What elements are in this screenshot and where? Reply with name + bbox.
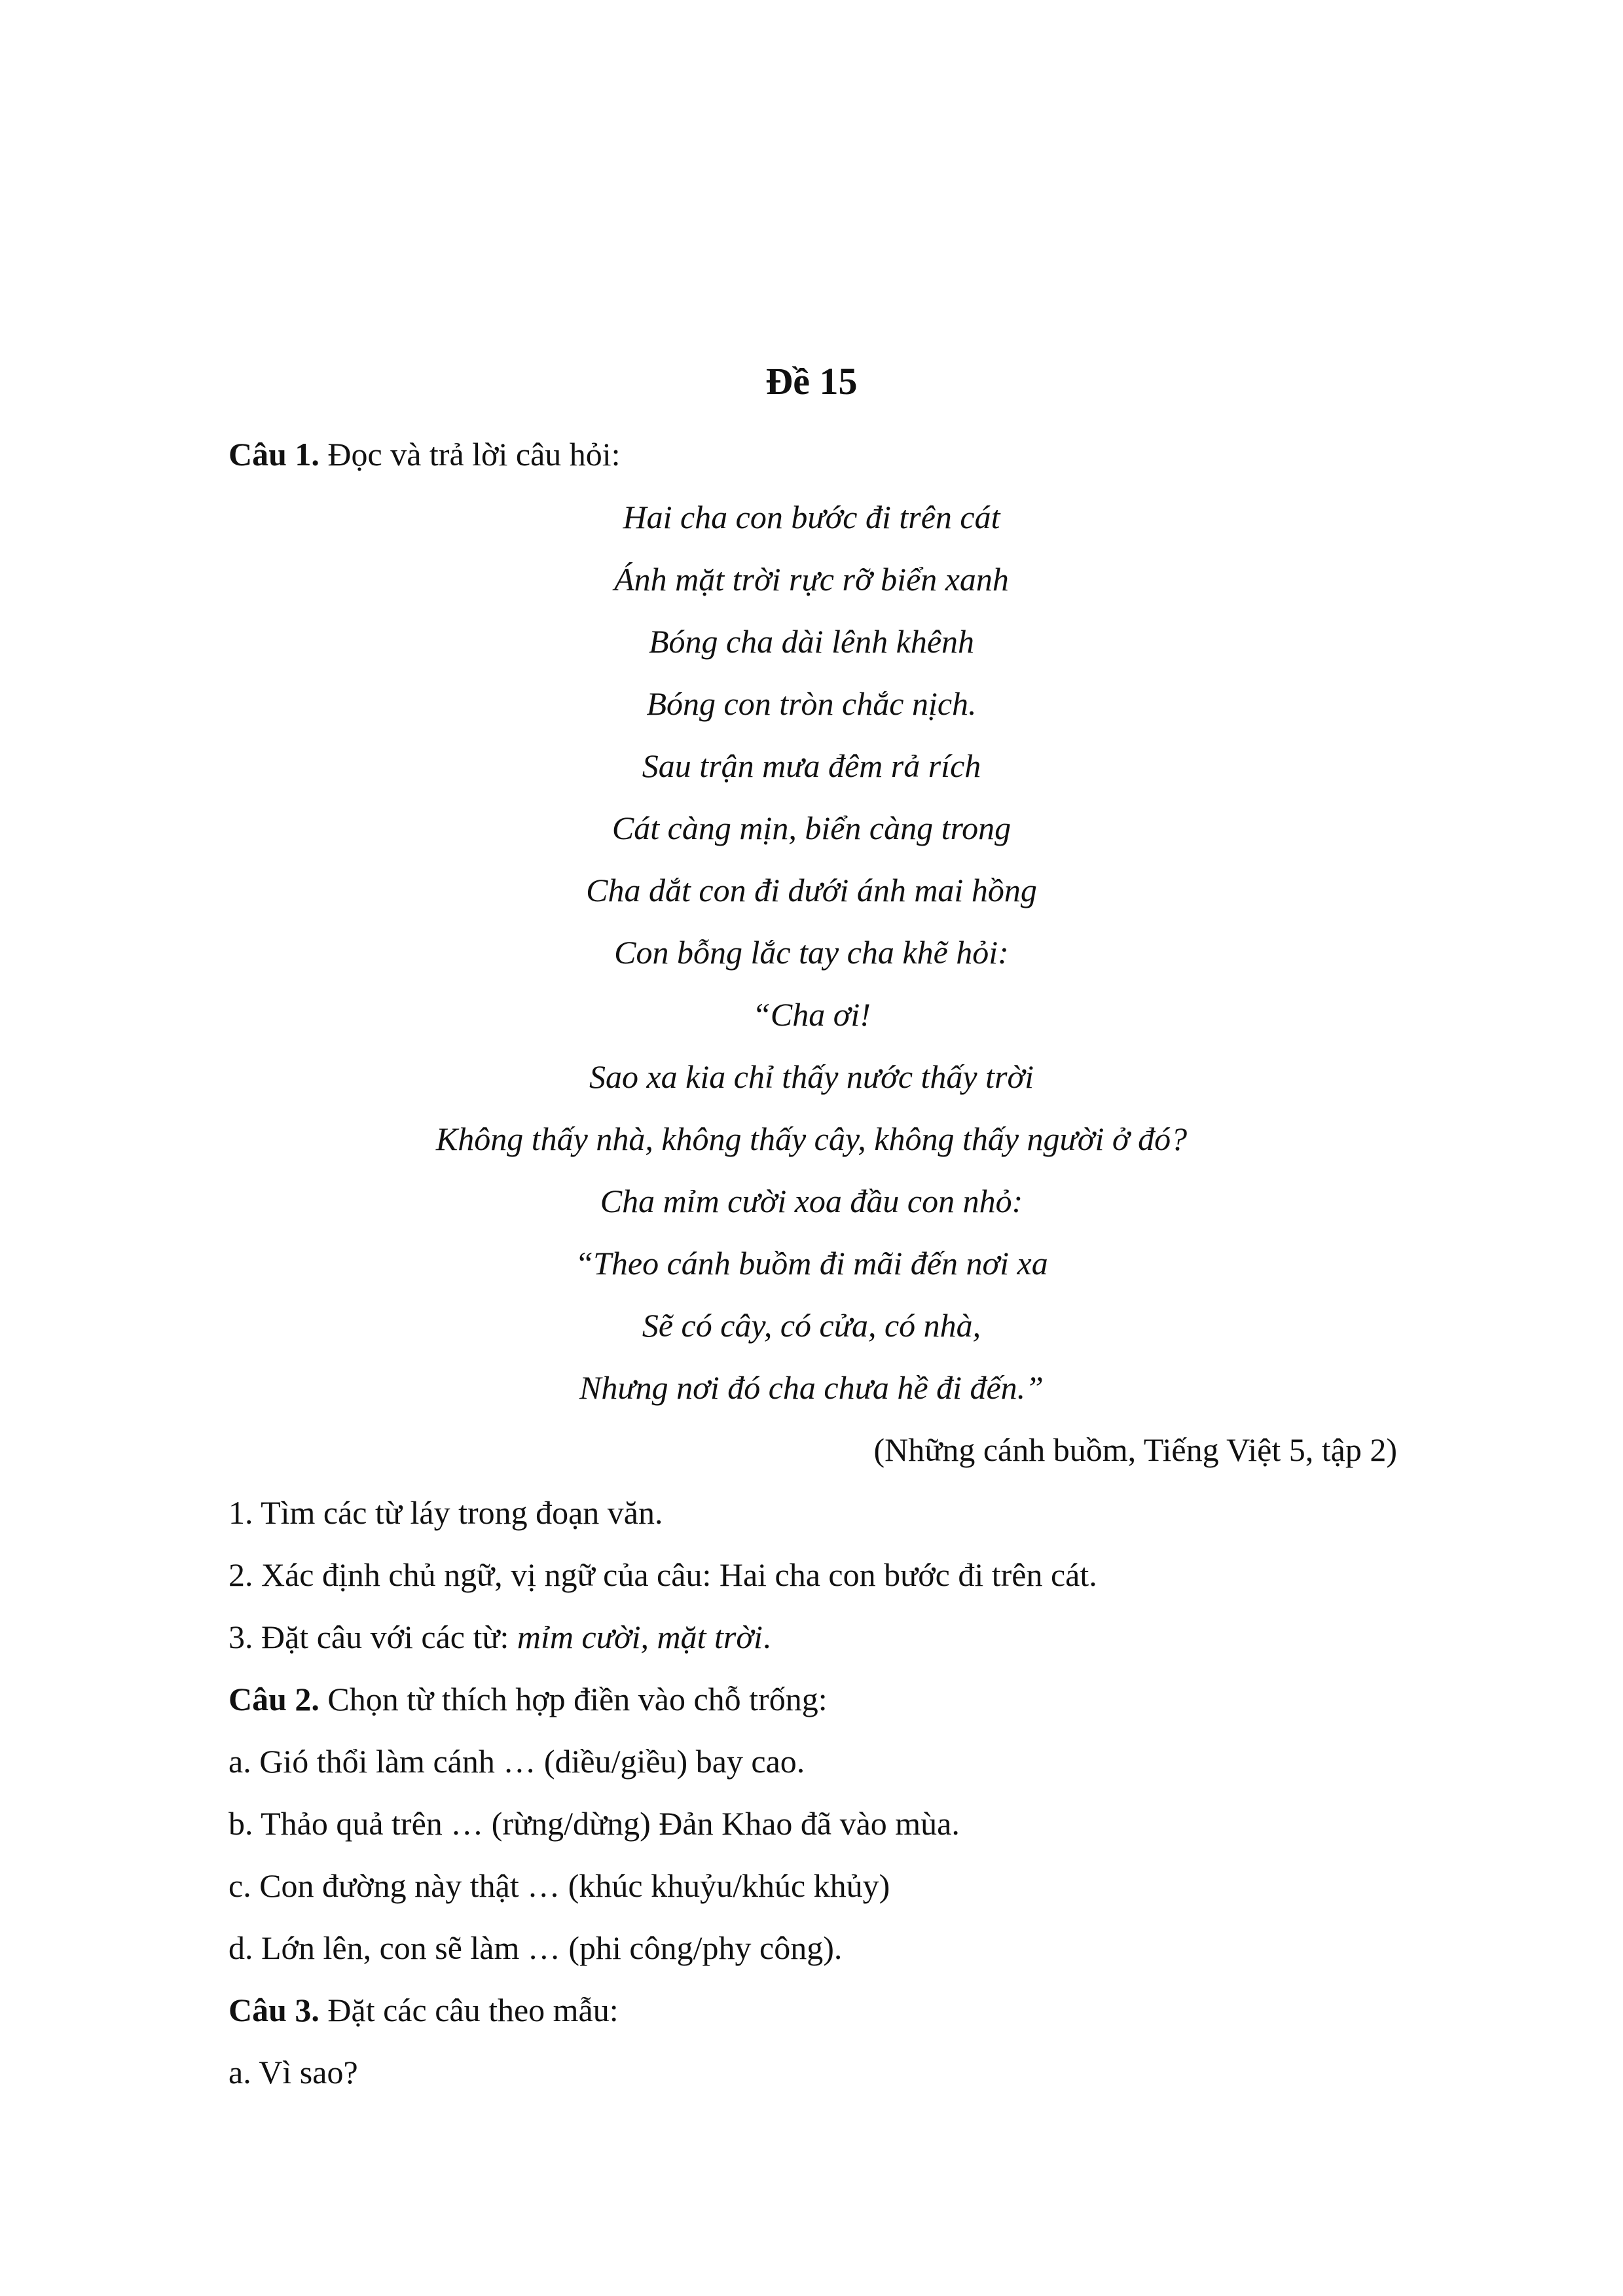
question-1-item: 2. Xác định chủ ngữ, vị ngữ của câu: Hai cha con bước đi trên cát. bbox=[228, 1556, 1097, 1593]
question-1-heading bbox=[228, 433, 621, 475]
page-title: Đề 15 bbox=[765, 360, 858, 403]
question-2-item: a. Gió thổi làm cánh … (diều/giều) bay cao. bbox=[228, 1743, 805, 1780]
item-3-words: mỉm cười, mặt trời bbox=[517, 1619, 763, 1655]
question-2-label: Câu 2. bbox=[228, 1681, 319, 1717]
poem-line: Không thấy nhà, không thấy cây, không thấy người ở đó? bbox=[435, 1121, 1188, 1157]
poem-line: Cát càng mịn, biển càng trong bbox=[611, 810, 1012, 846]
question-2-item: c. Con đường này thật … (khúc khuỷu/khúc khủy) bbox=[228, 1867, 890, 1904]
poem-line: Cha dắt con đi dưới ánh mai hồng bbox=[586, 872, 1037, 908]
poem-line: Nhưng nơi đó cha chưa hề đi đến.” bbox=[579, 1369, 1044, 1406]
question-1-item bbox=[228, 1616, 771, 1658]
poem-line: “Cha ơi! bbox=[752, 996, 871, 1033]
question-3-label: Câu 3. bbox=[228, 1992, 319, 2028]
question-1-item: 1. Tìm các từ láy trong đoạn văn. bbox=[228, 1494, 663, 1531]
question-2-prompt: Chọn từ thích hợp điền vào chỗ trống: bbox=[327, 1681, 828, 1717]
poem-line: Ánh mặt trời rực rỡ biển xanh bbox=[614, 561, 1009, 598]
poem-line: Cha mỉm cười xoa đầu con nhỏ: bbox=[600, 1183, 1023, 1219]
question-3-item: a. Vì sao? bbox=[228, 2054, 358, 2090]
question-2-heading bbox=[228, 1678, 828, 1720]
poem-source: (Những cánh buồm, Tiếng Việt 5, tập 2) bbox=[873, 1431, 1397, 1468]
poem-line: Sao xa kia chỉ thấy nước thấy trời bbox=[589, 1058, 1034, 1095]
poem-line: Sau trận mưa đêm rả rích bbox=[642, 747, 981, 784]
item-3-prefix: 3. Đặt câu với các từ: bbox=[228, 1619, 517, 1655]
poem-line: Hai cha con bước đi trên cát bbox=[623, 499, 1000, 535]
question-2-item: b. Thảo quả trên … (rừng/dừng) Đản Khao đã vào mùa. bbox=[228, 1805, 960, 1842]
poem-line: Bóng con tròn chắc nịch. bbox=[646, 685, 977, 722]
poem-line: “Theo cánh buồm đi mãi đến nơi xa bbox=[575, 1245, 1048, 1282]
question-2-item: d. Lớn lên, con sẽ làm … (phi công/phy công). bbox=[228, 1929, 843, 1966]
question-1-prompt: Đọc và trả lời câu hỏi: bbox=[327, 436, 621, 473]
question-1-label: Câu 1. bbox=[228, 436, 319, 473]
poem-line: Sẽ có cây, có cửa, có nhà, bbox=[642, 1307, 981, 1344]
poem-line: Con bỗng lắc tay cha khẽ hỏi: bbox=[614, 934, 1009, 971]
item-3-suffix: . bbox=[762, 1619, 771, 1655]
question-3-heading bbox=[228, 1989, 619, 2031]
poem-line: Bóng cha dài lênh khênh bbox=[648, 623, 975, 660]
question-3-prompt: Đặt các câu theo mẫu: bbox=[327, 1992, 619, 2028]
